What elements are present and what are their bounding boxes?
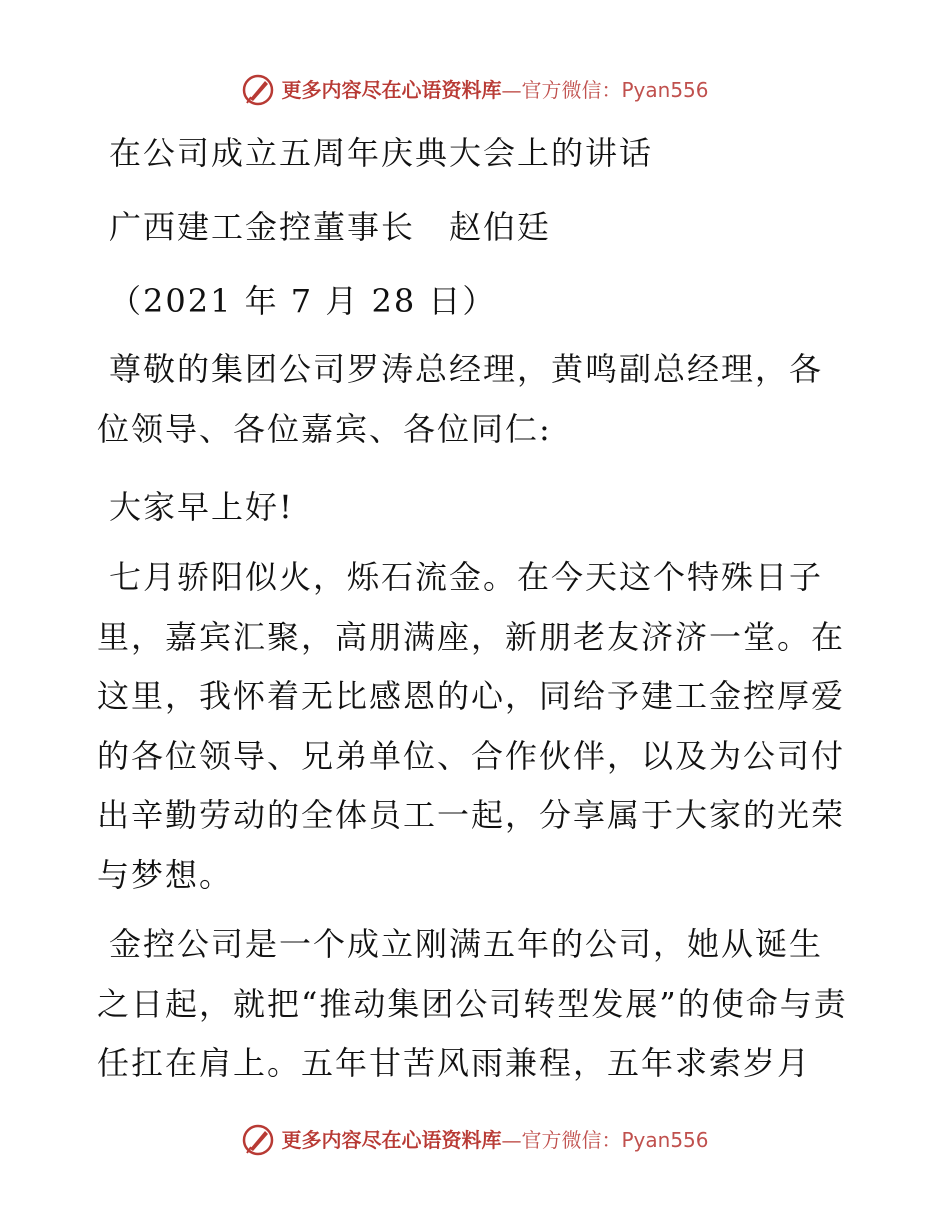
quill-pen-logo-icon — [241, 1123, 275, 1157]
greeting: 大家早上好! — [109, 488, 294, 526]
paragraph: 七月骄阳似火，烁石流金。在今天这个特殊日子里，嘉宾汇聚，高朋满座，新朋老友济济一堂。在这里，我怀着无比感恩的心，同给予建工金控厚爱的各位领导、兄弟单位、合作伙伴，以及为公司付出辛勤劳动的全体员工一起，分享属于大家的光荣与梦想。 — [97, 558, 846, 894]
document-author: 广西建工金控董事长 赵伯廷 — [109, 208, 552, 246]
watermark-header — [0, 70, 950, 110]
watermark-text: 更多内容尽在心语资料库—官方微信：Pyan556 — [281, 1128, 709, 1152]
watermark-footer — [0, 1120, 950, 1160]
quill-pen-logo-icon — [241, 73, 275, 107]
watermark-text: 更多内容尽在心语资料库—官方微信：Pyan556 — [281, 78, 709, 102]
document-date: （2021 年 7 月 28 日） — [109, 282, 497, 320]
salutation: 尊敬的集团公司罗涛总经理，黄鸣副总经理，各位领导、各位嘉宾、各位同仁: — [97, 350, 824, 448]
paragraph: 金控公司是一个成立刚满五年的公司，她从诞生之日起，就把“推动集团公司转型发展”的使命与责任扛在肩上。五年甘苦风雨兼程，五年求索岁月 — [97, 925, 848, 1082]
document-title: 在公司成立五周年庆典大会上的讲话 — [109, 134, 654, 172]
